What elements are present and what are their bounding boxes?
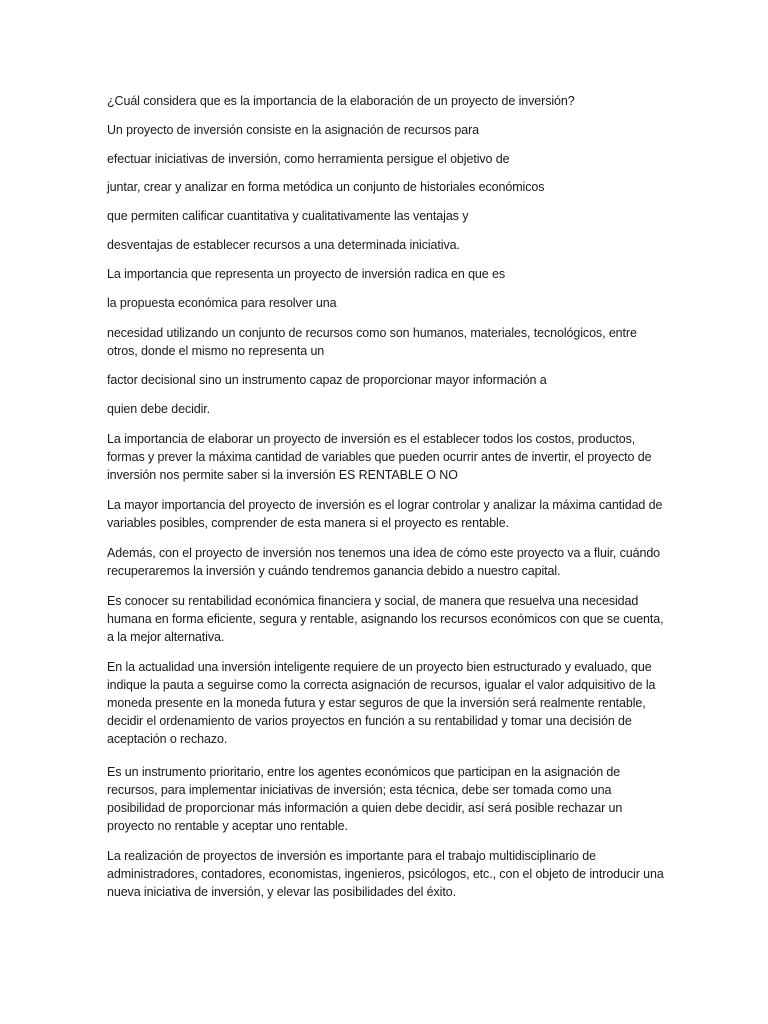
paragraph-8: necesidad utilizando un conjunto de recursos como son humanos, materiales, tecnológicos, entre otros, donde el mismo no representa un	[107, 326, 637, 358]
question-heading: ¿Cuál considera que es la importancia de la elaboración de un proyecto de inversión?	[107, 94, 575, 108]
paragraph-7: la propuesta económica para resolver una	[107, 296, 337, 310]
paragraph-4: que permiten calificar cuantitativa y cualitativamente las ventajas y	[107, 209, 469, 223]
paragraph-15: En la actualidad una inversión inteligente requiere de un proyecto bien estructurado y evaluado, que indique la pauta a seguirse como la correcta asignación de recursos, igualar el valor adquisitivo de la moneda presente en la moneda futura y estar seguros de que la inversión será realmente rentable, decidir el ordenamiento de varios proyectos en función a su rentabilidad y tomar una decisión de aceptación o rechazo.	[107, 660, 656, 746]
paragraph-14: Es conocer su rentabilidad económica financiera y social, de manera que resuelva una necesidad humana en forma eficiente, segura y rentable, asignando los recursos económicos con que se cuenta, a la mejor alternativa.	[107, 594, 664, 644]
paragraph-13: Además, con el proyecto de inversión nos tenemos una idea de cómo este proyecto va a fluir, cuándo recuperaremos la inversión y cuándo tendremos ganancia debido a nuestro capital.	[107, 546, 661, 578]
paragraph-11: La importancia de elaborar un proyecto de inversión es el establecer todos los costos, productos, formas y prever la máxima cantidad de variables que pueden ocurrir antes de invertir, el proyecto de inversión nos permite saber si la inversión ES RENTABLE O NO	[107, 432, 652, 482]
paragraph-17: La realización de proyectos de inversión es importante para el trabajo multidisciplinario de administradores, contadores, economistas, ingenieros, psicólogos, etc., con el objeto de introducir una nueva iniciativa de inversión, y elevar las posibilidades del éxito.	[107, 849, 664, 899]
paragraph-3: juntar, crear y analizar en forma metódica un conjunto de historiales económicos	[107, 180, 545, 194]
paragraph-9: factor decisional sino un instrumento capaz de proporcionar mayor información a	[107, 373, 547, 387]
paragraph-5: desventajas de establecer recursos a una determinada iniciativa.	[107, 238, 460, 252]
paragraph-6: La importancia que representa un proyecto de inversión radica en que es	[107, 267, 506, 281]
paragraph-16: Es un instrumento prioritario, entre los agentes económicos que participan en la asignación de recursos, para implementar iniciativas de inversión; esta técnica, debe ser tomada como una posibilidad de proporcionar más información a quien debe decidir, así será posible rechazar un proyecto no rentable y aceptar uno rentable.	[107, 765, 623, 833]
paragraph-10: quien debe decidir.	[107, 402, 211, 416]
paragraph-12: La mayor importancia del proyecto de inversión es el lograr controlar y analizar la máxima cantidad de variables posibles, comprender de esta manera si el proyecto es rentable.	[107, 498, 663, 530]
paragraph-1: Un proyecto de inversión consiste en la asignación de recursos para	[107, 123, 479, 137]
paragraph-2: efectuar iniciativas de inversión, como herramienta persigue el objetivo de	[107, 152, 510, 166]
